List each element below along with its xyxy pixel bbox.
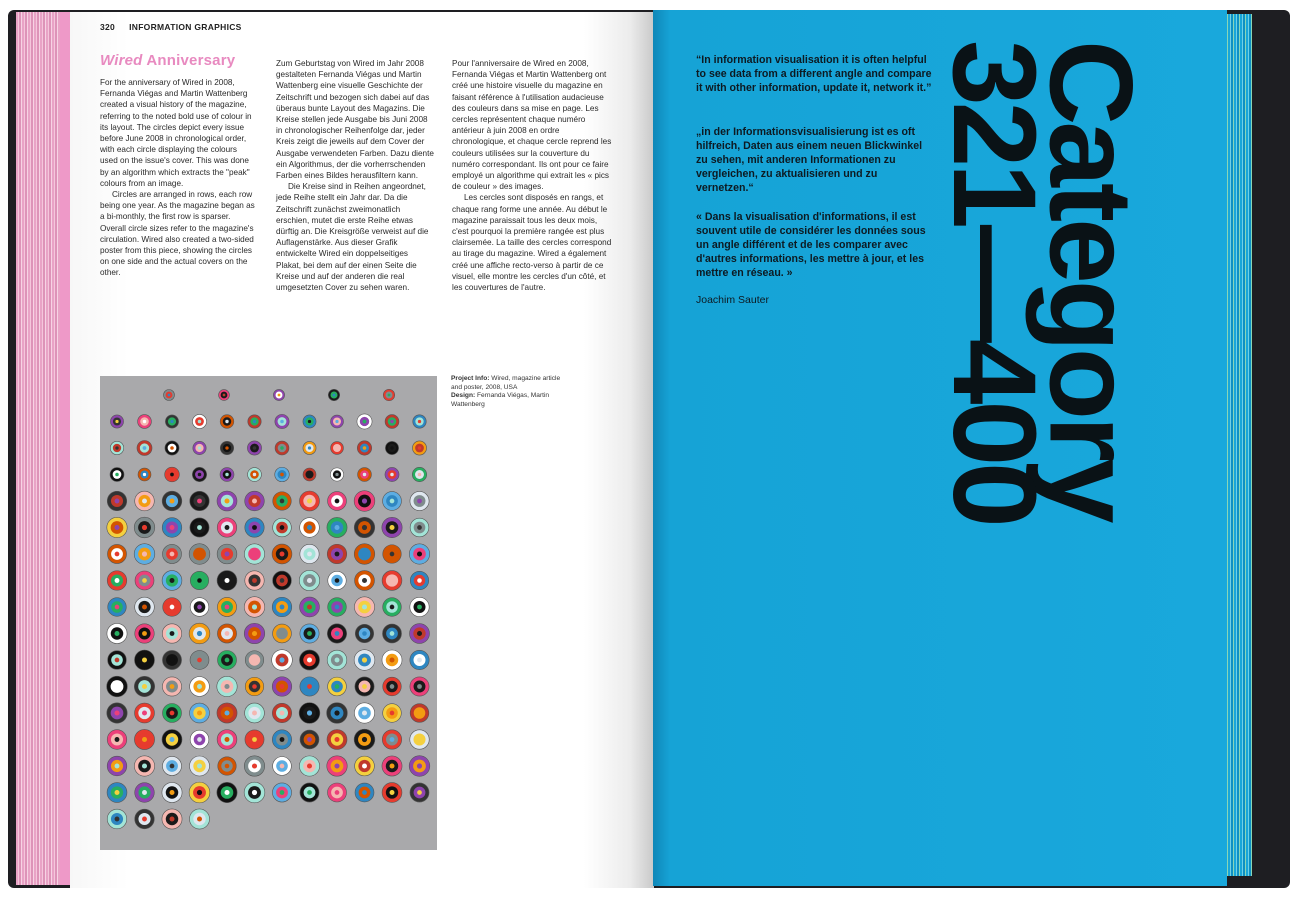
poster-circle	[114, 631, 119, 636]
poster-circle	[225, 631, 230, 636]
paragraph: Pour l'anniversaire de Wired en 2008, Fernanda Viégas et Martin Wattenberg ont créé une histoire visuelle du magazine en faisant référence à l'utilisation audacieuse des couleurs dans sa mise en page. Les cercles représentent chaque numéro antérieur à juin 2008 en ordre chronologique, et chaque cercle reprend les couleurs utilisées sur la couverture du numéro correspondant. Ils ont pour ce faire employé un algorithme qui extrait les « pics de couleur » des images.	[452, 59, 612, 192]
poster-circle	[142, 737, 147, 742]
poster-circle	[115, 605, 120, 610]
poster-circle	[418, 446, 422, 450]
poster-circle	[417, 525, 422, 530]
poster-circle	[115, 737, 120, 742]
poster-circle	[225, 578, 230, 583]
poster-circle	[142, 578, 147, 583]
poster-circle	[142, 684, 147, 689]
paragraph: Zum Geburtstag von Wired im Jahr 2008 gestalteten Fernanda Viégas und Martin Wattenberg eine visuelle Geschichte der Zeitschrift und bezogen sich dabei auf das überaus bunte Layout des Magazins. Die Kreise stellen jede Ausgabe bis Juni 2008 in chronologischer Reihenfolge dar, jeder Kreis zeigt die jeweils auf dem Cover der Ausgabe verwendeten Farben. Dazu diente ein Algorithmus, der die vorherrschenden Farben eines Bildes herausfiltern kann.	[276, 59, 434, 181]
poster-circle	[335, 499, 340, 504]
poster-circle	[142, 525, 147, 530]
poster-circle	[278, 394, 281, 397]
poster-circle	[307, 657, 312, 662]
poster-circle	[362, 578, 367, 583]
poster-circle	[362, 764, 367, 769]
poster-circle	[115, 790, 120, 795]
paragraph: Circles are arranged in rows, each row being one year. As the magazine began as a bi-monthly, the first row is sparser. Overall circle sizes refer to the magazine's circulation. Wired also created a two-sided poster from this piece, showing the circles on one side and the actual covers on the other.	[100, 190, 255, 278]
poster-circle	[307, 684, 312, 689]
poster-circle	[334, 763, 339, 768]
caption-project-text: Wired, magazine article and poster, 2008, USA	[451, 375, 561, 391]
poster-circle	[170, 446, 174, 450]
poster-circle	[198, 473, 202, 477]
poster-circle	[115, 446, 118, 449]
title-rest: Anniversary	[142, 52, 236, 69]
poster-circle	[170, 473, 174, 477]
poster-circle	[307, 605, 312, 610]
category-heading-text	[927, 40, 1157, 524]
quote-german: „in der Informationsvisualisierung ist es oft hilfreich, Daten aus einem neuen Blickwinkel zu sehen, mit anderen Informationen zu vergleichen, zu aktualisieren und zu vernetzen.“	[696, 126, 923, 194]
quote-author: Joachim Sauter	[696, 294, 769, 306]
poster-circle	[142, 790, 147, 795]
poster-circle	[362, 498, 367, 503]
poster-circle	[417, 763, 422, 768]
poster-circle	[362, 684, 367, 689]
poster-circle	[252, 737, 257, 742]
poster-circle	[307, 525, 312, 530]
poster-circle	[224, 710, 229, 715]
poster-circle	[335, 578, 340, 583]
poster-circle	[307, 552, 312, 557]
poster-circle	[307, 631, 312, 636]
running-head	[100, 22, 242, 32]
poster-circle	[225, 446, 228, 449]
poster-circle	[115, 499, 120, 504]
poster-circle	[170, 420, 173, 423]
poster-circle	[389, 763, 394, 768]
poster-circle	[225, 737, 230, 742]
poster-circle	[390, 499, 395, 504]
poster-circle	[170, 605, 175, 610]
poster-circle	[225, 525, 230, 530]
category-word: Category	[1024, 40, 1157, 520]
poster-circle	[252, 499, 257, 504]
poster-circle	[279, 657, 284, 662]
poster-circle	[197, 631, 202, 636]
poster-circle	[115, 658, 120, 663]
poster-circle	[170, 764, 175, 769]
poster-circle	[115, 817, 120, 822]
poster-circle	[390, 446, 393, 449]
poster-circle	[307, 710, 312, 715]
poster-circle	[142, 817, 147, 822]
poster-circle	[170, 578, 175, 583]
poster-circle	[280, 446, 283, 449]
poster-circle	[115, 420, 118, 423]
poster-circle	[280, 631, 285, 636]
poster-circle	[170, 711, 175, 716]
poster-circle	[197, 790, 202, 795]
poster-circle	[225, 473, 228, 476]
poster-circle	[115, 473, 119, 477]
poster-circle	[114, 525, 119, 530]
poster-circle	[418, 420, 421, 423]
poster-circle	[197, 499, 202, 504]
poster-circle	[362, 604, 367, 609]
category-heading	[927, 40, 1205, 680]
circles-graphic	[100, 376, 437, 850]
poster-circle	[114, 710, 119, 715]
poster-circle	[170, 499, 175, 504]
poster-circle	[142, 658, 147, 663]
figure-caption	[451, 375, 561, 409]
poster-circle	[390, 552, 395, 557]
poster-circle	[389, 525, 394, 530]
poster-circle	[335, 552, 340, 557]
poster-circle	[198, 420, 202, 424]
poster-circle	[168, 394, 171, 397]
poster-circle	[388, 394, 391, 397]
poster-circle	[170, 525, 175, 530]
poster-circle	[142, 499, 147, 504]
running-head-text: INFORMATION GRAPHICS	[129, 22, 242, 32]
poster-circle	[170, 631, 175, 636]
poster-circle	[225, 605, 230, 610]
poster-circle	[417, 578, 422, 583]
poster-circle	[390, 790, 395, 795]
page-edges-left	[16, 12, 74, 885]
poster-circle	[307, 499, 312, 504]
poster-circle	[280, 790, 285, 795]
poster-circle	[417, 790, 422, 795]
caption-design-text: Fernanda Viégas, Martin Wattenberg	[451, 392, 550, 408]
poster-circle	[280, 525, 285, 530]
poster-circle	[362, 710, 367, 715]
poster-circle	[390, 631, 395, 636]
poster-circle	[335, 446, 338, 449]
column-french	[452, 58, 612, 293]
column-english	[100, 77, 256, 279]
poster-circle	[197, 764, 202, 769]
paragraph: For the anniversary of Wired in 2008, Fernanda Viégas and Martin Wattenberg created a visual history of the magazine, referring to the noted bold use of colour in its layout. The circles depict every issue before June 2008 in chronological order, with each circle displaying the colours used on the issue's cover. This was done by an algorithm which extracts the "peak" colours from an image.	[100, 78, 252, 188]
folio-number: 320	[100, 22, 116, 32]
poster-circle	[142, 763, 147, 768]
poster-circle	[142, 711, 147, 716]
poster-circle	[417, 605, 422, 610]
poster-circle	[390, 711, 395, 716]
poster-circle	[169, 790, 174, 795]
poster-circle	[224, 790, 229, 795]
poster-circle	[308, 446, 311, 449]
poster-circle	[252, 525, 257, 530]
poster-circle	[252, 684, 257, 689]
poster-circle	[335, 684, 340, 689]
poster-circle	[197, 658, 202, 663]
poster-circle	[308, 473, 311, 476]
poster-circle	[252, 763, 257, 768]
poster-circle	[142, 631, 147, 636]
poster-circle	[197, 605, 202, 610]
poster-circle	[335, 420, 338, 423]
poster-circle	[115, 764, 120, 769]
poster-circle	[308, 420, 311, 423]
poster-circle	[335, 737, 340, 742]
poster-circle	[170, 684, 175, 689]
poster-circle	[363, 473, 366, 476]
poster-circle	[417, 711, 422, 716]
poster-circle	[335, 658, 340, 663]
poster-circle	[362, 525, 367, 530]
poster-circle	[253, 446, 257, 450]
circles-poster-image	[100, 376, 437, 850]
poster-circle	[335, 605, 340, 610]
poster-circle	[362, 737, 367, 742]
poster-circle	[363, 420, 367, 424]
poster-circle	[197, 578, 202, 583]
poster-circle	[142, 551, 147, 556]
poster-circle	[225, 658, 230, 663]
poster-circle	[253, 420, 256, 423]
poster-circle	[417, 737, 422, 742]
poster-circle	[280, 499, 285, 504]
poster-circle	[307, 763, 312, 768]
poster-circle	[143, 473, 146, 476]
poster-circle	[280, 420, 284, 424]
quote-french: « Dans la visualisation d'informations, il est souvent utile de considérer les données sous un angle différent et de les comparer avec d'autres informations, les mettre à jour, et les mettre en réseau. »	[696, 211, 926, 279]
poster-circle	[253, 473, 256, 476]
poster-circle	[252, 604, 257, 609]
poster-circle	[197, 551, 202, 556]
quote-english: “In information visualisation it is often helpful to see data from a different angle and compare it with other information, update it, network it.”	[696, 54, 932, 94]
poster-circle	[280, 552, 285, 557]
poster-circle	[280, 605, 285, 610]
title-italic: Wired	[100, 52, 143, 69]
poster-circle	[169, 816, 174, 821]
poster-circle	[252, 551, 257, 556]
poster-circle	[115, 578, 120, 583]
column-german	[276, 58, 434, 293]
caption-design-label: Design:	[451, 392, 476, 400]
poster-circle	[252, 631, 257, 636]
poster-circle	[417, 499, 422, 504]
poster-circle	[362, 631, 367, 636]
poster-circle	[390, 605, 395, 610]
category-range: 321—400	[927, 40, 1060, 524]
paragraph: Die Kreise sind in Reihen angeordnet, jede Reihe stellt ein Jahr dar. Da die Zeitschrift zunächst zweimonatlich erschien, mutet die erste Reihe etwas dürftig an. Die Kreisgröße verweist auf die Auflagenstärke. Aus dieser Grafik entwickelte Wired ein doppelseitiges Plakat, bei dem auf der einen Seite die Kreise und auf der anderen die real umgesetzten Cover zu sehen waren.	[276, 182, 429, 293]
poster-circle	[225, 552, 230, 557]
poster-circle	[252, 658, 257, 663]
poster-circle	[335, 473, 338, 476]
poster-circle	[225, 420, 228, 423]
poster-circle	[334, 710, 339, 715]
poster-circle	[252, 711, 257, 716]
poster-circle	[390, 420, 393, 423]
paragraph: Les cercles sont disposés en rangs, et chaque rang forme une année. Au début le magazine paraissait tous les deux mois, c'est pourquoi la première rangée est plus clairsemée. La taille des cercles correspond au tirage du magazine. Wired a également créé une affiche recto-verso à partir de ce visuel, elle montre les cercles d'un côté, et les couvertures de l'autre.	[452, 193, 612, 293]
poster-circle	[114, 684, 119, 689]
poster-circle	[143, 446, 147, 450]
poster-circle	[417, 631, 422, 636]
poster-circle	[280, 684, 285, 689]
poster-circle	[307, 737, 312, 742]
poster-circle	[362, 551, 367, 556]
poster-circle	[418, 473, 422, 477]
poster-circle	[307, 578, 312, 583]
poster-circle	[115, 552, 120, 557]
poster-circle	[390, 578, 395, 583]
poster-circle	[197, 711, 202, 716]
poster-circle	[197, 817, 202, 822]
poster-circle	[225, 764, 230, 769]
poster-circle	[170, 737, 175, 742]
poster-circle	[363, 446, 367, 450]
poster-circle	[224, 684, 229, 689]
poster-circle	[307, 790, 312, 795]
poster-circle	[362, 790, 367, 795]
poster-circle	[280, 578, 285, 583]
poster-circle	[280, 764, 285, 769]
poster-circle	[197, 684, 202, 689]
poster-circle	[252, 790, 257, 795]
poster-circle	[223, 394, 226, 397]
poster-circle	[170, 658, 175, 663]
article-title	[100, 52, 235, 69]
poster-circle	[170, 552, 175, 557]
poster-circle	[390, 737, 395, 742]
poster-circle	[390, 684, 395, 689]
poster-circle	[197, 737, 202, 742]
poster-circle	[280, 711, 285, 716]
poster-circle	[390, 473, 394, 477]
poster-circle	[335, 631, 340, 636]
poster-circle	[390, 658, 395, 663]
poster-circle	[362, 657, 367, 662]
poster-circle	[198, 446, 201, 449]
poster-circle	[417, 658, 422, 663]
poster-circle	[143, 420, 146, 423]
poster-circle	[334, 525, 339, 530]
poster-circle	[280, 737, 285, 742]
poster-circle	[333, 394, 336, 397]
poster-circle	[417, 551, 422, 556]
caption-project-label: Project Info:	[451, 375, 490, 382]
poster-circle	[252, 578, 257, 583]
poster-circle	[142, 605, 147, 610]
poster-circle	[225, 499, 230, 504]
poster-circle	[417, 684, 422, 689]
poster-circle	[335, 790, 340, 795]
poster-circle	[197, 525, 202, 530]
poster-circle	[280, 473, 284, 477]
